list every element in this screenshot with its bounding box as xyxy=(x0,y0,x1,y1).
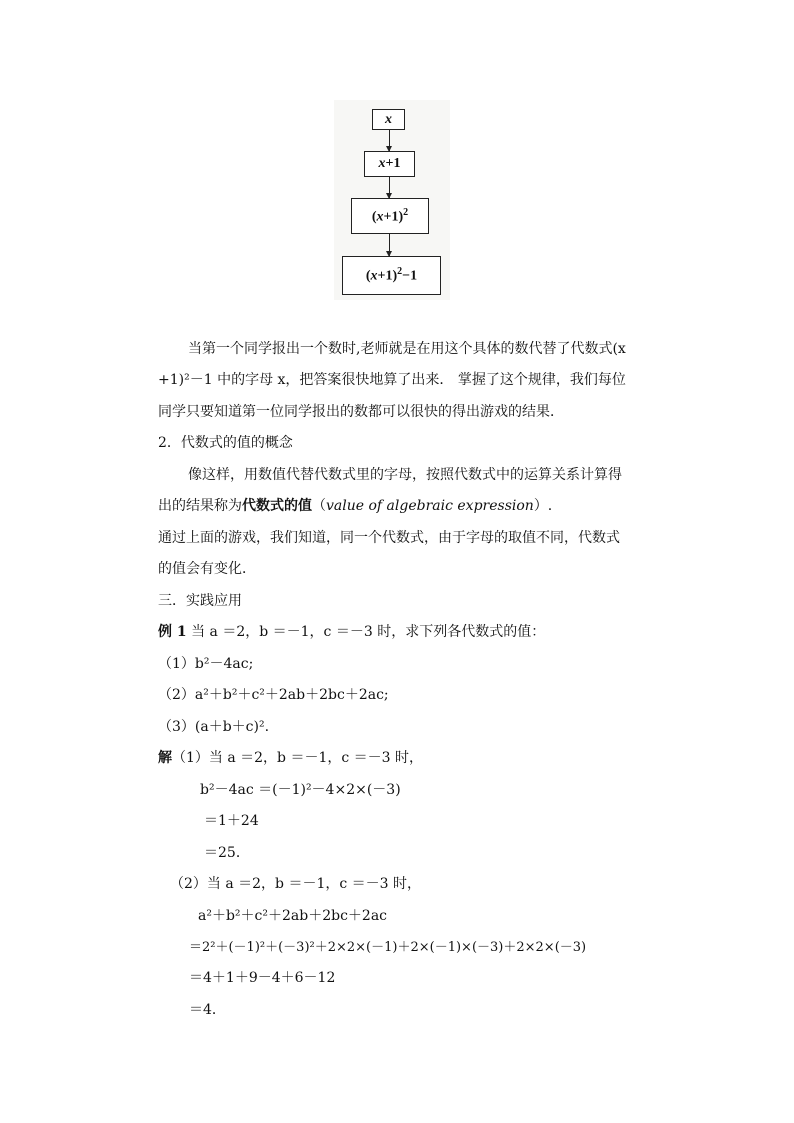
flowchart xyxy=(334,100,450,300)
solution-2-line-4: ＝4． xyxy=(189,1002,226,1018)
solution-2-condition: （2）当 a ＝2，b ＝－1，c ＝－3 时， xyxy=(170,876,422,892)
example-label: 例 1 xyxy=(158,624,187,640)
flow-step-squared xyxy=(351,198,429,234)
term-english: value of algebraic expression xyxy=(326,498,534,514)
question-2: （2）a²＋b²＋c²＋2ab＋2bc＋2ac; xyxy=(158,687,389,703)
flow-step-squared-label: $(x+1)^2$ xyxy=(371,206,409,225)
section-2-para-1-line-2: 出的结果称为代数式的值（value of algebraic expression）. xyxy=(158,498,553,514)
section-2-heading: 2．代数式的值的概念 xyxy=(158,435,293,451)
term-algebraic-value: 代数式的值 xyxy=(242,498,312,514)
example-text: 当 a ＝2，b ＝－1，c ＝－3 时，求下列各代数式的值： xyxy=(191,624,546,640)
flow-step-x-plus-1-label: x+1 xyxy=(378,156,401,171)
section-3-heading: 三．实践应用 xyxy=(158,593,242,609)
flow-step-x-plus-1 xyxy=(364,151,415,177)
section-2-para-1-line-1: 像这样，用数值代替代数式里的字母，按照代数式中的运算关系计算得 xyxy=(188,467,622,483)
solution-1-line-1: b²－4ac ＝(－1)²－4×2×(－3) xyxy=(200,782,401,798)
solution-1-line-2: ＝1＋24 xyxy=(204,813,259,829)
solution-label: 解 xyxy=(158,750,172,766)
flow-arrow-2 xyxy=(389,177,390,198)
intro-line-1: 当第一个同学报出一个数时,老师就是在用这个具体的数代替了代数式(x xyxy=(188,341,626,357)
flow-arrow-3 xyxy=(389,234,390,256)
solution-2-line-3: ＝4＋1＋9－4＋6－12 xyxy=(189,970,336,986)
section-2-para-2-line-1: 通过上面的游戏，我们知道，同一个代数式，由于字母的取值不同，代数式 xyxy=(158,530,620,546)
example-1 xyxy=(158,621,545,641)
flow-arrow-1 xyxy=(389,130,390,151)
question-3: （3）(a＋b＋c)². xyxy=(158,719,270,735)
flow-step-x-label: x xyxy=(385,111,392,127)
flow-step-minus-1 xyxy=(342,256,441,295)
flow-step-x xyxy=(372,109,405,130)
solution-2-line-1: a²＋b²＋c²＋2ab＋2bc＋2ac xyxy=(198,908,388,924)
section-2-para-2-line-2: 的值会有变化． xyxy=(158,561,256,577)
flow-step-minus-1-label: $(x+1)^2-1$ xyxy=(365,266,418,284)
solution-1-condition: 解（1）当 a ＝2，b ＝－1，c ＝－3 时， xyxy=(158,750,424,766)
intro-line-2: +1)²－1 中的字母 x，把答案很快地算了出来． 掌握了这个规律，我们每位 xyxy=(158,372,626,388)
solution-2-line-2: ＝2²＋(－1)²＋(－3)²＋2×2×(－1)＋2×(－1)×(－3)＋2×2×(－3) xyxy=(189,940,587,955)
solution-1-line-3: ＝25． xyxy=(204,845,250,861)
intro-line-3: 同学只要知道第一位同学报出的数都可以很快的得出游戏的结果． xyxy=(158,404,564,420)
question-1: （1）b²－4ac; xyxy=(158,656,254,672)
